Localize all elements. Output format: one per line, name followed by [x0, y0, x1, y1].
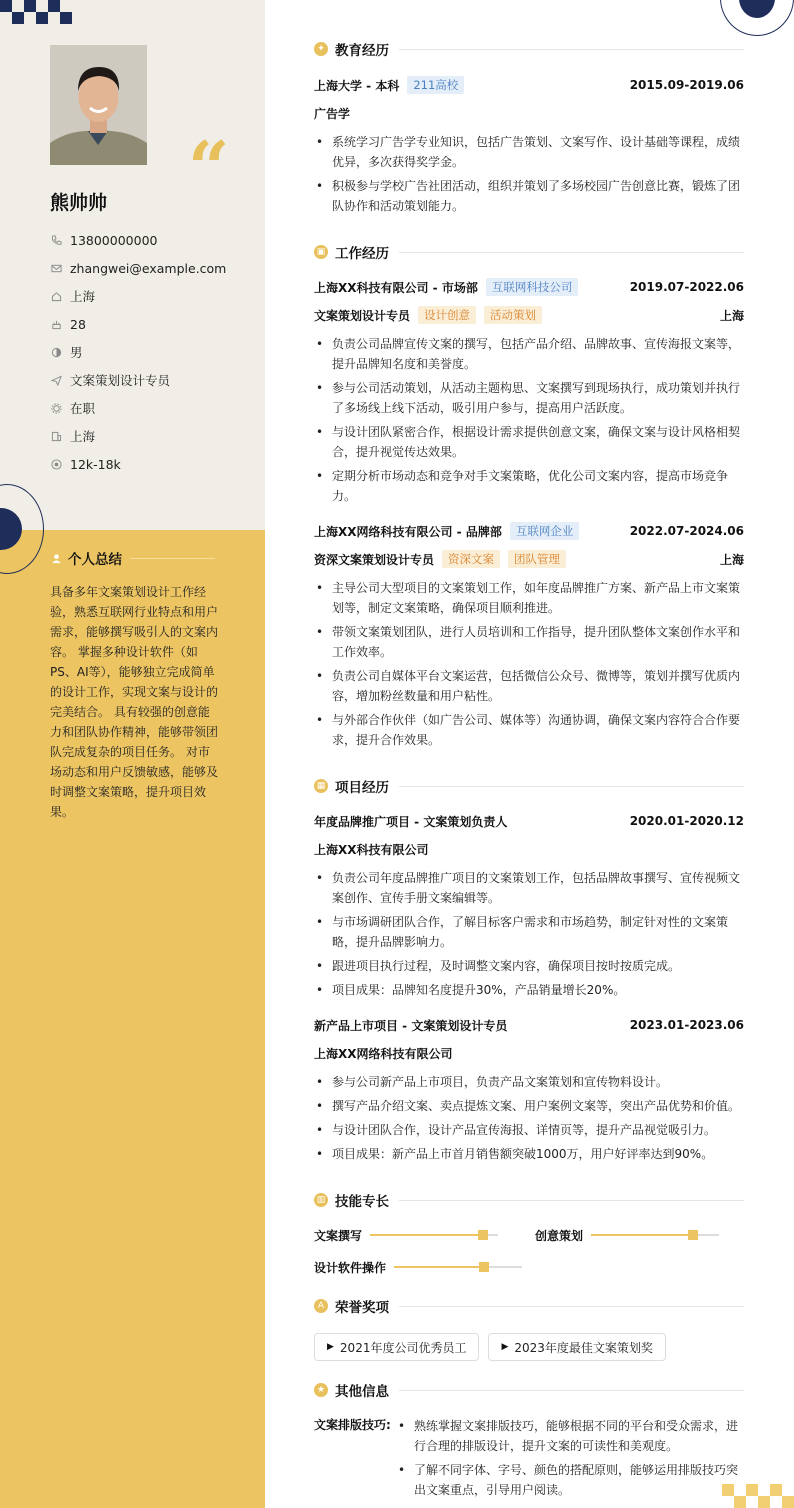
list-item: • 撰写产品介绍文案、卖点提炼文案、用户案例文案等，突出产品优势和价值。	[314, 1096, 744, 1116]
info-salary-text: 12k-18k	[70, 456, 121, 472]
education-major-row	[314, 104, 744, 122]
info-phone-text: 13800000000	[70, 232, 158, 248]
skill-bar	[394, 1266, 522, 1268]
quote-mark-icon: “	[188, 132, 230, 187]
divider	[130, 558, 215, 559]
list-item: • 熟练掌握文案排版技巧，能够根据不同的平台和受众需求，进行合理的排版设计，提升文案的可读性和美观度。	[396, 1416, 744, 1456]
job-tag: 资深文案	[442, 550, 500, 568]
info-salary	[50, 450, 226, 478]
info-email-text: zhangwei@example.com	[70, 260, 227, 276]
profile-name: 熊帅帅	[50, 192, 108, 214]
info-position	[50, 366, 226, 394]
project-2-row	[314, 1016, 744, 1034]
job-tag: 设计创意	[418, 306, 476, 324]
chart-icon: ▥	[314, 1193, 328, 1207]
cake-icon	[50, 318, 62, 330]
job-2-row	[314, 522, 744, 540]
project-company: 上海XX科技有限公司	[314, 842, 429, 857]
job-city: 上海	[719, 552, 744, 567]
list-item: • 系统学习广告学专业知识，包括广告策划、文案写作、设计基础等课程，成绩优异，多次获得奖学金。	[314, 132, 744, 172]
send-icon	[50, 374, 62, 386]
work-title: 工作经历	[335, 246, 389, 262]
skill-bar	[591, 1234, 719, 1236]
list-item: • 定期分析市场动态和竞争对手文案策略，优化公司文案内容，提高市场竞争力。	[314, 466, 744, 506]
project-2-bullets	[314, 1072, 744, 1168]
summary-title: 个人总结	[68, 552, 122, 568]
list-item: • 负责公司品牌宣传文案的撰写，包括产品介绍、品牌故事、宣传海报文案等，提升品牌知名度和美誉度。	[314, 334, 744, 374]
email-icon	[50, 262, 62, 274]
projects-header	[314, 777, 744, 795]
summary-header	[50, 548, 215, 568]
job-company: 上海XX科技有限公司 - 市场部	[314, 280, 478, 295]
status-icon	[50, 402, 62, 414]
education-major: 广告学	[314, 106, 351, 121]
skill-bar	[370, 1234, 498, 1236]
education-bullets	[314, 132, 744, 220]
skill-name: 文案撰写	[314, 1228, 363, 1243]
divider	[399, 1200, 744, 1201]
project-date: 2020.01-2020.12	[629, 814, 744, 828]
job-date: 2022.07-2024.06	[629, 524, 744, 538]
list-item: • 负责公司自媒体平台文案运营，包括微信公众号、微博等，策划并撰写优质内容，增加粉丝数量和用户粘性。	[314, 666, 744, 706]
other-bullets	[396, 1416, 744, 1504]
info-gender-text: 男	[70, 345, 83, 360]
job-tag: 活动策划	[484, 306, 542, 324]
awards-header	[314, 1297, 744, 1315]
job-1-row	[314, 278, 744, 296]
info-icon: ★	[314, 1383, 328, 1397]
skill-item	[314, 1226, 498, 1244]
skill-name: 创意策划	[535, 1228, 584, 1243]
info-email	[50, 254, 226, 282]
skill-bar-knob	[478, 1230, 488, 1240]
job-company: 上海XX网络科技有限公司 - 品牌部	[314, 524, 502, 539]
school-name: 上海大学 - 本科	[314, 78, 400, 93]
info-status-text: 在职	[70, 401, 96, 416]
info-position-text: 文案策划设计专员	[70, 373, 171, 388]
skill-bar-fill	[591, 1234, 693, 1236]
other-header	[314, 1381, 744, 1399]
job-company-tag: 互联网科技公司	[486, 278, 579, 296]
project-1-bullets	[314, 868, 744, 1004]
skill-name: 设计软件操作	[314, 1260, 387, 1275]
award-item	[314, 1333, 479, 1361]
avatar	[50, 45, 147, 165]
skill-item	[314, 1258, 522, 1276]
list-item: • 跟进项目执行过程，及时调整文案内容，确保项目按时按质完成。	[314, 956, 744, 976]
skill-bar-knob	[688, 1230, 698, 1240]
school-tag: 211高校	[407, 76, 464, 94]
user-icon	[50, 552, 62, 564]
award-icon: A	[314, 1299, 328, 1313]
info-home-text: 上海	[70, 289, 96, 304]
project-name: 年度品牌推广项目 - 文案策划负责人	[314, 814, 508, 829]
skill-bar-knob	[479, 1262, 489, 1272]
divider	[399, 1306, 744, 1307]
briefcase-icon: ▣	[314, 245, 328, 259]
skill-item	[535, 1226, 719, 1244]
play-icon: ▶	[327, 1342, 334, 1352]
info-status	[50, 394, 226, 422]
skill-bar-fill	[370, 1234, 483, 1236]
list-item: • 带领文案策划团队，进行人员培训和工作指导，提升团队整体文案创作水平和工作效率。	[314, 622, 744, 662]
gender-icon	[50, 346, 62, 358]
skills-header	[314, 1191, 744, 1209]
list-item: • 了解不同字体、字号、颜色的搭配原则，能够运用排版技巧突出文案重点，引导用户阅读。	[396, 1460, 744, 1500]
awards-list	[314, 1333, 675, 1361]
job-city: 上海	[719, 308, 744, 323]
job-tag: 团队管理	[508, 550, 566, 568]
job-date: 2019.07-2022.06	[629, 280, 744, 294]
list-item: • 与市场调研团队合作，了解目标客户需求和市场趋势，制定针对性的文案策略，提升品牌影响力。	[314, 912, 744, 952]
list-item: • 参与公司新产品上市项目，负责产品文案策划和宣传物料设计。	[314, 1072, 744, 1092]
summary-text: 具备多年文案策划设计工作经验，熟悉互联网行业特点和用户需求，能够撰写吸引人的文案内容。 掌握多种设计软件（如PS、AI等），能够独立完成简单的设计工作，实现文案与设计的完美结合。 具有较强的创意能力和团队协作精神，能够带领团队完成复杂的项目任务。 对市场动态和用户反馈敏感，能够及时调整文案策略，提升项目效果。	[50, 585, 219, 819]
job-2-bullets	[314, 578, 744, 754]
play-icon: ▶	[501, 1342, 509, 1352]
building-icon	[50, 430, 62, 442]
awards-title: 荣誉奖项	[335, 1300, 389, 1316]
skill-bar-fill	[394, 1266, 484, 1268]
job-company-tag: 互联网企业	[510, 522, 580, 540]
divider	[399, 786, 744, 787]
job-role: 资深文案策划设计专员	[314, 552, 435, 567]
projects-title: 项目经历	[335, 780, 389, 796]
phone-icon	[50, 234, 62, 246]
project-name: 新产品上市项目 - 文案策划设计专员	[314, 1018, 508, 1033]
job-1-bullets	[314, 334, 744, 510]
home-icon	[50, 290, 62, 302]
work-header	[314, 243, 744, 261]
skills-list	[314, 1226, 744, 1282]
list-item: • 主导公司大型项目的文案策划工作，如年度品牌推广方案、新产品上市文案策划等，制定文案策略，确保项目顺利推进。	[314, 578, 744, 618]
divider	[399, 1390, 744, 1391]
info-city	[50, 422, 226, 450]
project-1-company-row	[314, 840, 744, 858]
other-title: 其他信息	[335, 1384, 389, 1400]
job-2-role-row	[314, 550, 744, 568]
skills-title: 技能专长	[335, 1194, 389, 1210]
divider	[399, 49, 744, 50]
list-item: • 与设计团队合作，设计产品宣传海报、详情页等，提升产品视觉吸引力。	[314, 1120, 744, 1140]
project-2-company-row	[314, 1044, 744, 1062]
award-label: 2023年度最佳文案策划奖	[514, 1340, 653, 1355]
education-row	[314, 76, 744, 94]
other-label: 文案排版技巧:	[314, 1418, 391, 1432]
project-date: 2023.01-2023.06	[629, 1018, 744, 1032]
list-item: • 与外部合作伙伴（如广告公司、媒体等）沟通协调，确保文案内容符合合作要求，提升合作效果。	[314, 710, 744, 750]
list-item: • 负责公司年度品牌推广项目的文案策划工作，包括品牌故事撰写、宣传视频文案创作、宣传手册文案编辑等。	[314, 868, 744, 908]
info-age-text: 28	[70, 316, 86, 332]
job-role: 文案策划设计专员	[314, 308, 411, 323]
list-item: • 参与公司活动策划，从活动主题构思、文案撰写到现场执行，成功策划并执行了多场线上线下活动，吸引用户参与，提高用户活跃度。	[314, 378, 744, 418]
education-title: 教育经历	[335, 43, 389, 59]
award-label: 2021年度公司优秀员工	[339, 1340, 467, 1355]
salary-icon	[50, 458, 62, 470]
award-item	[488, 1333, 665, 1361]
divider	[399, 252, 744, 253]
project-company: 上海XX网络科技有限公司	[314, 1046, 453, 1061]
list-item: • 与设计团队紧密合作，根据设计需求提供创意文案，确保文案与设计风格相契合，提升视觉传达效果。	[314, 422, 744, 462]
grid-icon: ▦	[314, 779, 328, 793]
list-item: • 项目成果：品牌知名度提升30%，产品销量增长20%。	[314, 980, 744, 1000]
project-1-row	[314, 812, 744, 830]
info-city-text: 上海	[70, 429, 96, 444]
info-phone	[50, 226, 226, 254]
job-1-role-row	[314, 306, 744, 324]
contact-info-list	[50, 226, 226, 478]
sidebar	[0, 0, 265, 1508]
info-age	[50, 310, 226, 338]
list-item: • 项目成果：新产品上市首月销售额突破1000万，用户好评率达到90%。	[314, 1144, 744, 1164]
education-header	[314, 40, 744, 58]
checker-decoration	[0, 0, 76, 24]
info-gender	[50, 338, 226, 366]
info-home	[50, 282, 226, 310]
education-date: 2015.09-2019.06	[629, 78, 744, 92]
list-item: • 积极参与学校广告社团活动，组织并策划了多场校园广告创意比赛，锻炼了团队协作和活动策划能力。	[314, 176, 744, 216]
graduation-cap-icon: ✦	[314, 42, 328, 56]
